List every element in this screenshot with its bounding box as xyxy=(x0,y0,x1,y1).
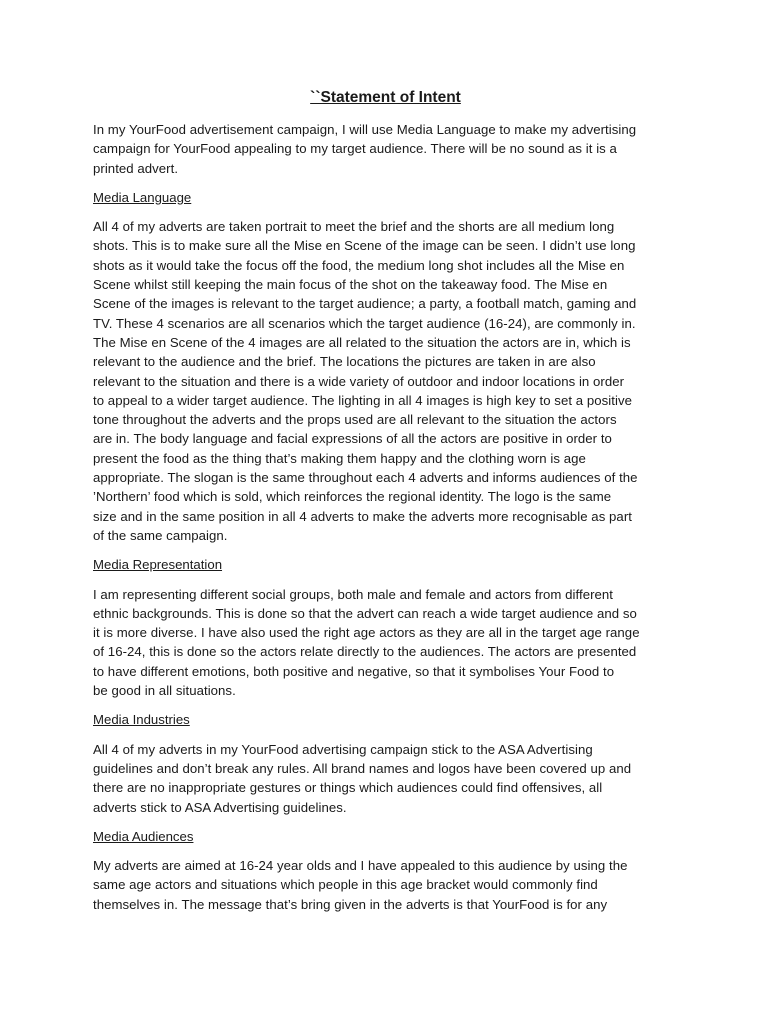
section-paragraph-media-language xyxy=(93,217,678,545)
text-line: My adverts are aimed at 16-24 year olds and I have appealed to this audience by using the xyxy=(93,858,628,874)
text-line: same age actors and situations which people in this age bracket would commonly find xyxy=(93,877,598,893)
text-line: campaign for YourFood appealing to my target audience. There will be no sound as it is a xyxy=(93,141,617,157)
text-line: Scene of the images is relevant to the target audience; a party, a football match, gaming and xyxy=(93,296,637,312)
text-line: The Mise en Scene of the 4 images are all related to the situation the actors are in, which is xyxy=(93,334,631,350)
text-line: appropriate. The slogan is the same throughout each 4 adverts and informs audiences of the xyxy=(93,470,638,486)
document-page xyxy=(93,88,678,924)
text-line: guidelines and don’t break any rules. All brand names and logos have been covered up and xyxy=(93,760,632,776)
text-line: present the food as the thing that’s making them happy and the clothing worn is age xyxy=(93,450,586,466)
text-line: printed advert. xyxy=(93,160,179,176)
text-line: of 16-24, this is done so the actors relate directly to the audiences. The actors are presented xyxy=(93,644,637,660)
text-line: relevant to the audience and the brief. The locations the pictures are taken in are also xyxy=(93,354,596,370)
text-line: ethnic backgrounds. This is done so that the advert can reach a wide target audience and so xyxy=(93,605,637,621)
text-line: there are no inappropriate gestures or things which audiences could find offensives, all xyxy=(93,780,603,796)
text-line: I am representing different social groups, both male and female and actors from different xyxy=(93,586,614,602)
section-heading-media-industries: Media Industries xyxy=(93,712,190,728)
section-paragraph-media-audiences xyxy=(93,856,678,914)
text-line: In my YourFood advertisement campaign, I will use Media Language to make my advertising xyxy=(93,122,637,137)
text-line: to have different emotions, both positive and negative, so that it symbolises Your Food to xyxy=(93,663,615,679)
document-title: ``Statement of Intent xyxy=(310,89,461,106)
section-paragraph-media-representation xyxy=(93,585,678,701)
text-line: it is more diverse. I have also used the right age actors as they are all in the target age range xyxy=(93,625,640,641)
text-line: ’Northern’ food which is sold, which reinforces the regional identity. The logo is the same xyxy=(93,489,612,505)
text-line: shots as it would take the focus off the food, the medium long shot includes all the Mise en xyxy=(93,257,625,273)
text-line: are in. The body language and facial expressions of all the actors are positive in order to xyxy=(93,431,612,447)
section-heading-media-audiences: Media Audiences xyxy=(93,828,194,844)
text-line: Scene whilst still keeping the main focus of the shot on the takeaway food. The Mise en xyxy=(93,277,608,293)
section-heading-media-representation: Media Representation xyxy=(93,557,223,573)
text-line: tone throughout the adverts and the props used are all relevant to the situation the actors xyxy=(93,412,617,428)
text-line: adverts stick to ASA Advertising guidelines. xyxy=(93,799,347,815)
section-paragraph-media-industries xyxy=(93,740,678,817)
text-line: All 4 of my adverts in my YourFood advertising campaign stick to the ASA Advertising xyxy=(93,741,593,757)
text-line: of the same campaign. xyxy=(93,527,228,543)
text-line: be good in all situations. xyxy=(93,683,236,699)
text-line: shots. This is to make sure all the Mise en Scene of the image can be seen. I didn’t use long xyxy=(93,238,636,254)
text-line: to appeal to a wider target audience. The lighting in all 4 images is high key to set a positive xyxy=(93,392,632,408)
text-line: All 4 of my adverts are taken portrait to meet the brief and the shorts are all medium long xyxy=(93,219,615,235)
text-line: TV. These 4 scenarios are all scenarios which the target audience (16-24), are commonly in. xyxy=(93,315,636,331)
text-line: relevant to the situation and there is a wide variety of outdoor and indoor locations in order xyxy=(93,373,625,389)
text-line: themselves in. The message that’s bring given in the adverts is that YourFood is for any xyxy=(93,896,608,912)
text-line: size and in the same position in all 4 adverts to make the adverts more recognisable as part xyxy=(93,508,632,524)
section-heading-media-language: Media Language xyxy=(93,189,192,205)
intro-paragraph xyxy=(93,120,678,178)
